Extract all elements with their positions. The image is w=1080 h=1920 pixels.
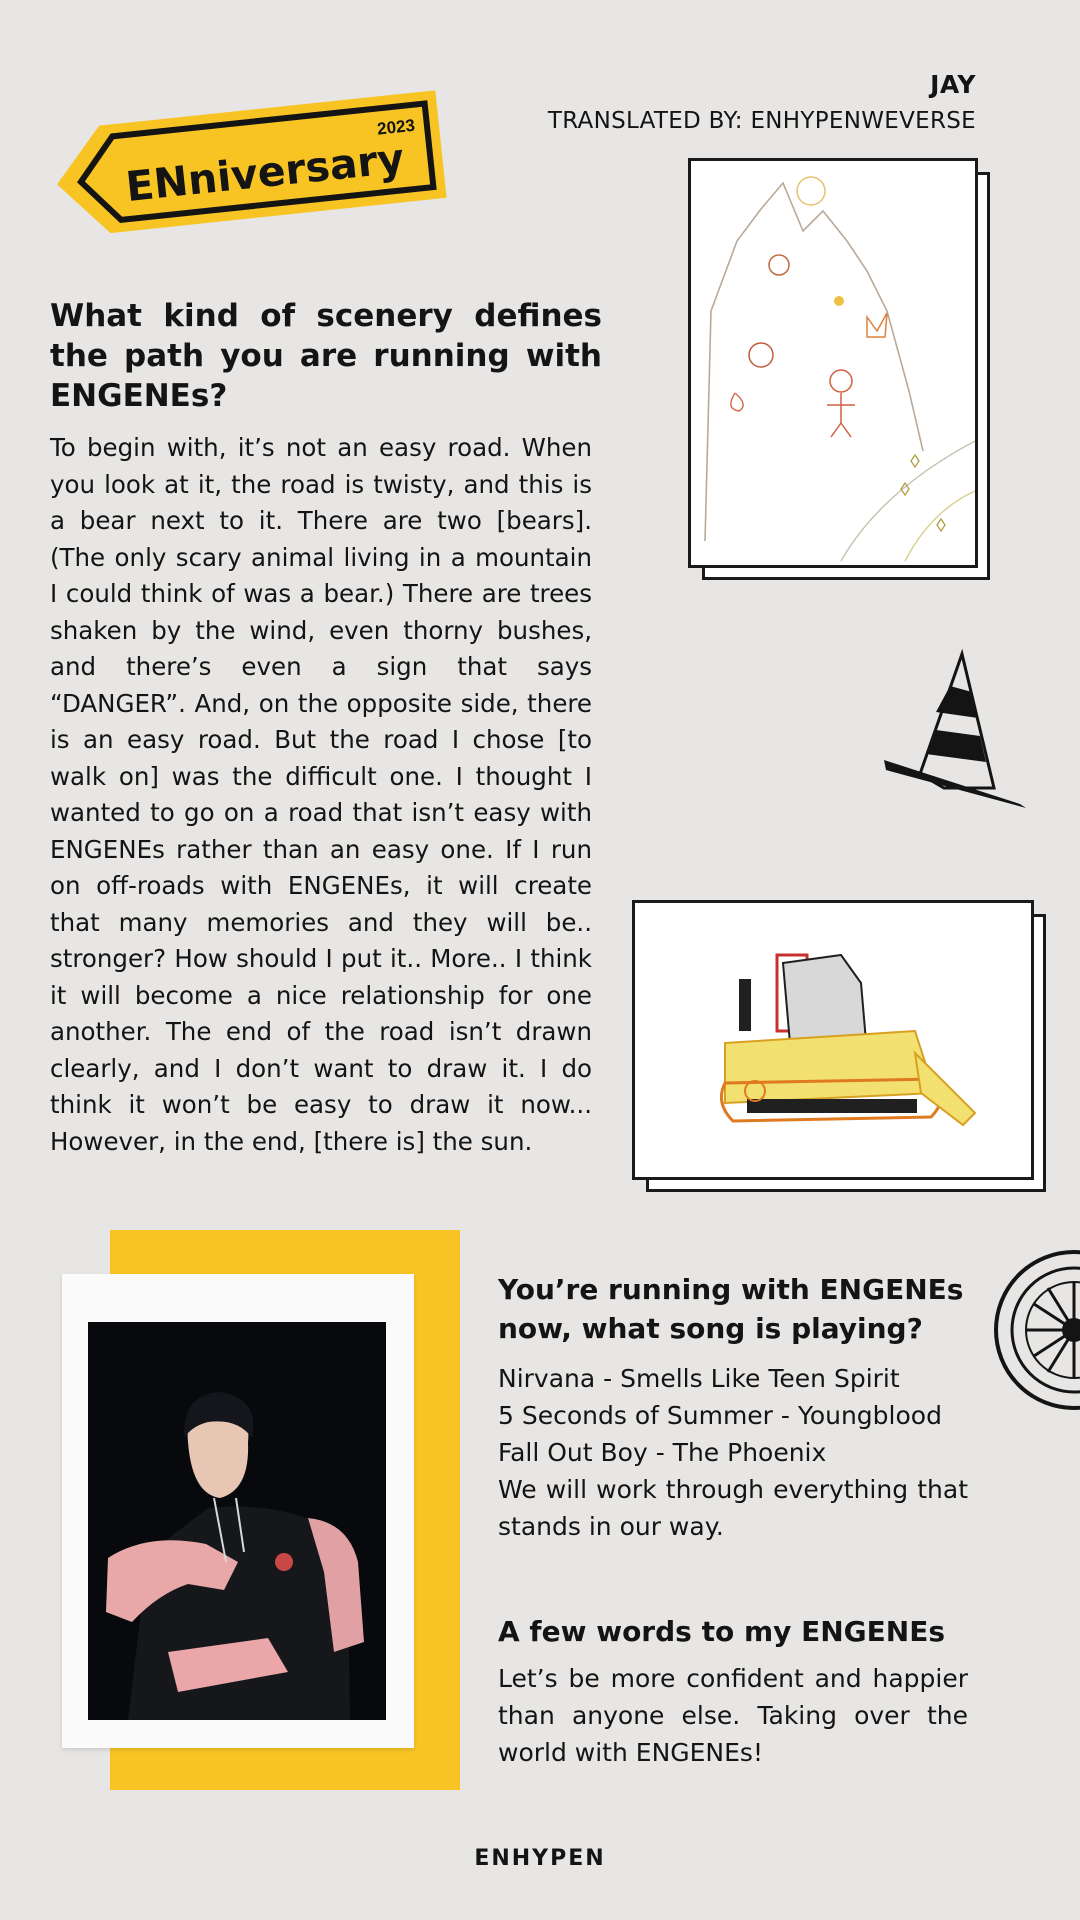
badge-title: ENniversary bbox=[123, 134, 407, 212]
tire-icon bbox=[992, 1248, 1080, 1412]
member-photo bbox=[88, 1322, 386, 1720]
enniversary-badge bbox=[46, 84, 456, 244]
answer-scenery: To begin with, it’s not an easy road. When you look at it, the road is twisty, and this is a bear next to it. There are two [bears]. (The only scary animal living in a mountain I could think of was a bear.) There are trees shaken by the wind, even thorny bushes, and there’s even a sign that says “DANGER”. And, on the opposite side, there is an easy road. But the road I chose [to walk on] was the difficult one. I thought I wanted to go on a road that isn’t easy with ENGENEs rather than an easy one. If I run on off-roads with ENGENEs, it will create that many memories and they will be.. stronger? How should I put it.. More.. I think it will become a nice relationship for one another. The end of the road isn’t drawn clearly, and I don’t want to draw it. I do think it won’t be easy to draw it now... However, in the end, [there is] the sun. bbox=[50, 433, 592, 1156]
song-item: Nirvana - Smells Like Teen Spirit bbox=[498, 1364, 900, 1393]
member-name: JAY bbox=[930, 70, 976, 99]
question-song: You’re running with ENGENEs now, what song is playing? bbox=[498, 1273, 964, 1345]
brand-logo: ENHYPEN bbox=[474, 1846, 606, 1871]
mountain-sketch bbox=[691, 161, 975, 565]
traffic-cone-icon bbox=[880, 648, 1026, 812]
answer-words: Let’s be more confident and happier than anyone else. Taking over the world with ENGENEs! bbox=[498, 1664, 968, 1767]
mountain-drawing bbox=[688, 158, 978, 568]
question-words: A few words to my ENGENEs bbox=[498, 1615, 946, 1648]
photo-figure bbox=[88, 1322, 386, 1720]
song-item: Fall Out Boy - The Phoenix bbox=[498, 1438, 827, 1467]
badge-year: 2023 bbox=[376, 115, 416, 139]
bulldozer-sketch bbox=[635, 903, 1031, 1177]
question-scenery: What kind of scenery defines the path you are running with ENGENEs? bbox=[50, 298, 602, 414]
song-note: We will work through everything that stands in our way. bbox=[498, 1475, 968, 1541]
polaroid-photo bbox=[62, 1274, 414, 1748]
song-list bbox=[498, 1360, 968, 1545]
translator-credit: TRANSLATED BY: ENHYPENWEVERSE bbox=[547, 108, 976, 134]
bulldozer-drawing bbox=[632, 900, 1034, 1180]
song-item: 5 Seconds of Summer - Youngblood bbox=[498, 1401, 942, 1430]
